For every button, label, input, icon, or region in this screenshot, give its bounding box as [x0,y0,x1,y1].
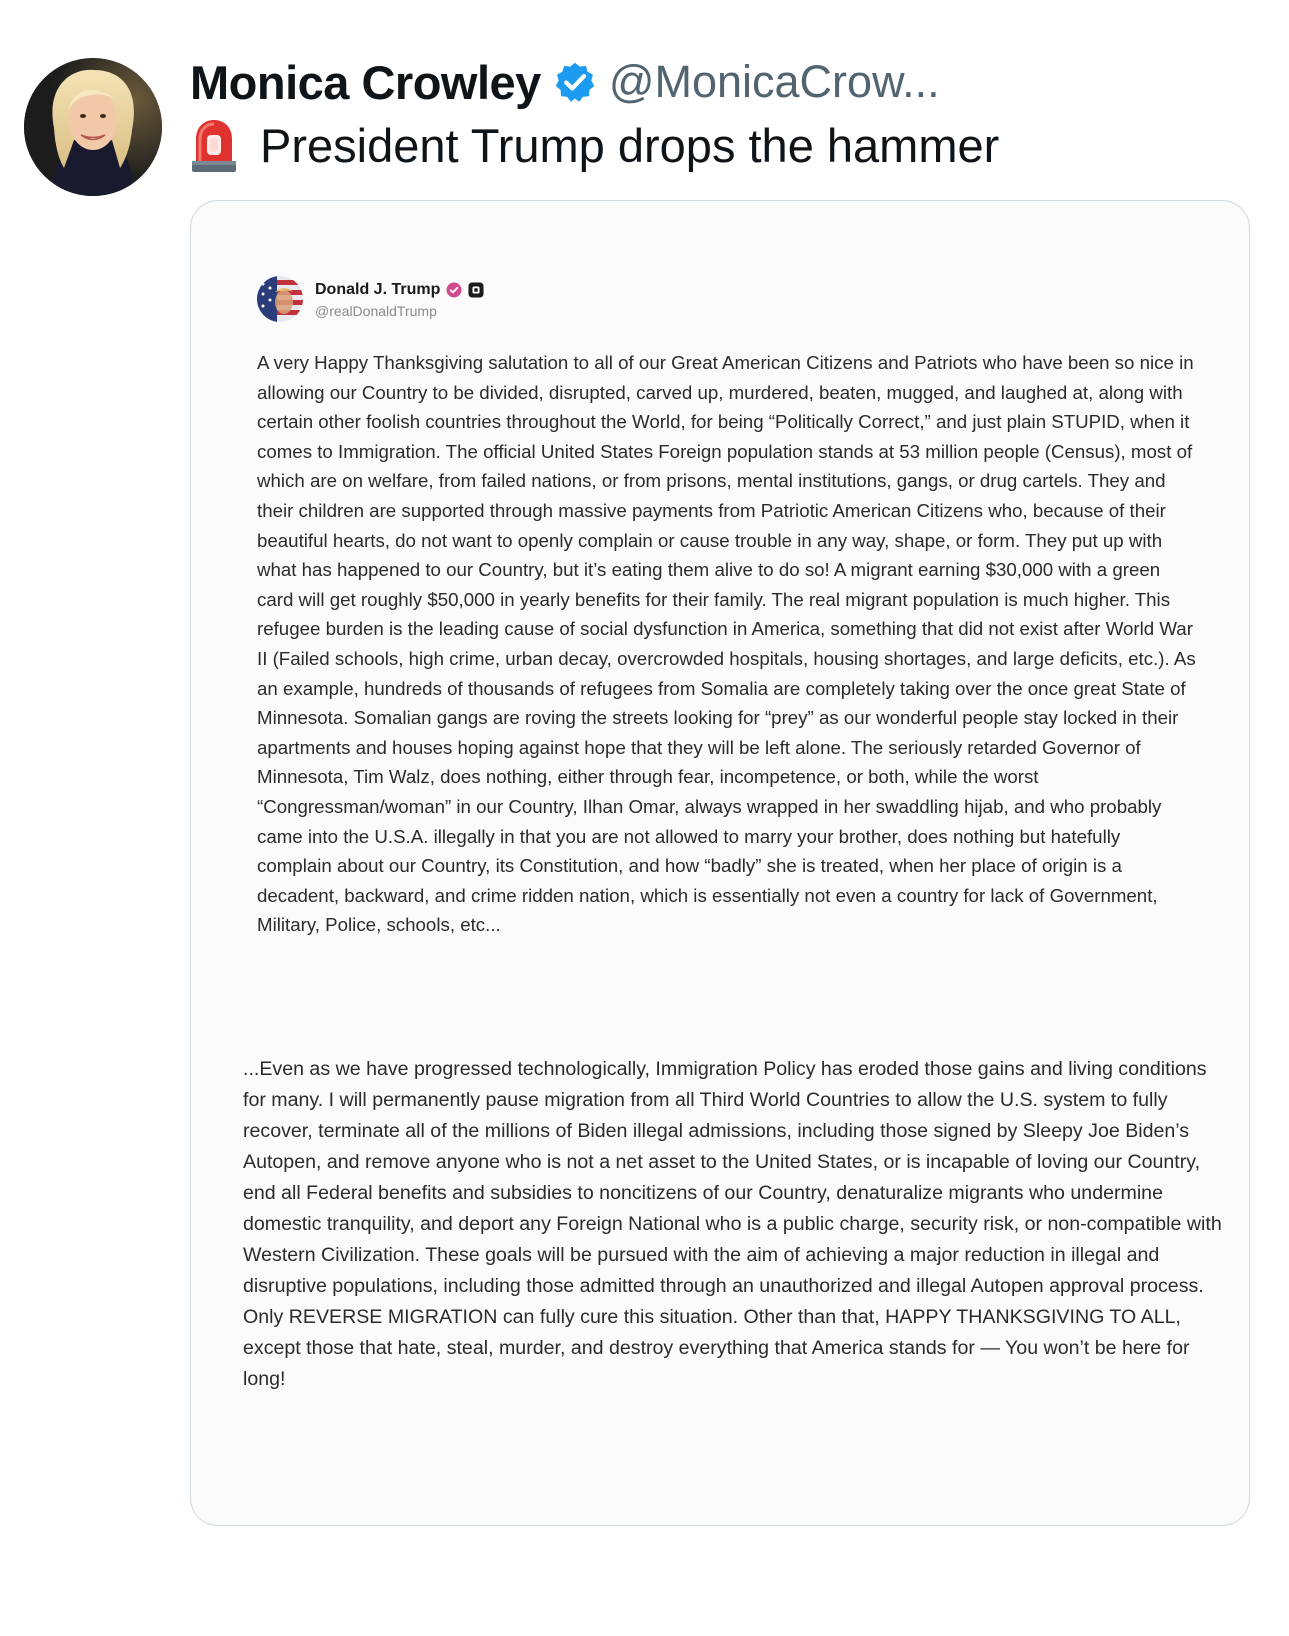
embedded-screenshot-card[interactable] [190,200,1250,1526]
author-handle[interactable]: @MonicaCrow... [608,56,940,107]
author-avatar[interactable] [24,58,162,196]
rotating-light-icon [190,117,238,173]
tweet-text: President Trump drops the hammer [260,118,1000,172]
embedded-post-header [257,273,484,325]
author-name[interactable]: Monica Crowley [190,55,541,109]
embedded-author-name: Donald J. Trump [315,281,441,298]
tweet-body [190,112,999,178]
embedded-author-avatar [257,276,303,322]
tweet-header [190,52,940,112]
flag-avatar-image [257,276,303,322]
verified-badge-icon [553,60,597,104]
verified-badge-icon [446,282,462,298]
avatar-image [24,58,162,196]
embedded-post-paragraph-2: ...Even as we have progressed technologically, Immigration Policy has eroded those gains and living conditions for many. I will permanently pause migration from all Third World Countries to allow the U.S. system to fully recover, terminate all of the millions of Biden illegal admissions, including those signed by Sleepy Joe Biden’s Autopen, and remove anyone who is not a net asset to the United States, or is incapable of loving our Country, end all Federal benefits and subsidies to noncitizens of our Country, denaturalize migrants who undermine domestic tranquility, and deport any Foreign National who is a public charge, security risk, or non-compatible with Western Civilization. These goals will be pursued with the aim of achieving a major reduction in illegal and disruptive populations, including those admitted through an unauthorized and illegal Autopen approval process. Only REVERSE MIGRATION can fully cure this situation. Other than that, HAPPY THANKSGIVING TO ALL, except those that hate, steal, murder, and destroy everything that America stands for — You won’t be here for long! [243,1058,1222,1390]
affiliation-badge-icon [468,282,484,298]
embedded-post-paragraph-1: A very Happy Thanksgiving salutation to all of our Great American Citizens and Patriots who have been so nice in allowing our Country to be divided, disrupted, carved up, murdered, beaten, mugged, and laughed at, along with certain other foolish countries throughout the World, for being “Politically Correct,” and just plain STUPID, when it comes to Immigration. The official United States Foreign population stands at 53 million people (Census), most of which are on welfare, from failed nations, or from prisons, mental institutions, gangs, or drug cartels. They and their children are supported through massive payments from Patriotic American Citizens who, because of their beautiful hearts, do not want to openly complain or cause trouble in any way, shape, or form. They put up with what has happened to our Country, but it’s eating them alive to do so! A migrant earning $30,000 with a green card will get roughly $50,000 in yearly benefits for their family. The real migrant population is much higher. This refugee burden is the leading cause of social dysfunction in America, something that did not exist after World War II (Failed schools, high crime, urban decay, overcrowded hospitals, housing shortages, and large deficits, etc.). As an example, hundreds of thousands of refugees from Somalia are completely taking over the once great State of Minnesota. Somalian gangs are roving the streets looking for “prey” as our wonderful people stay locked in their apartments and houses hoping against hope that they will be left alone. The seriously retarded Governor of Minnesota, Tim Walz, does nothing, either through fear, incompetence, or both, while the worst “Congressman/woman” in our Country, Ilhan Omar, always wrapped in her swaddling hijab, and who probably came into the U.S.A. illegally in that you are not allowed to marry your brother, does nothing but hatefully complain about our Country, its Constitution, and how “badly” she is treated, when her place of origin is a decadent, backward, and crime ridden nation, which is essentially not even a country for lack of Government, Military, Police, schools, etc... [257,352,1196,936]
embedded-author-handle: @realDonaldTrump [315,303,437,319]
